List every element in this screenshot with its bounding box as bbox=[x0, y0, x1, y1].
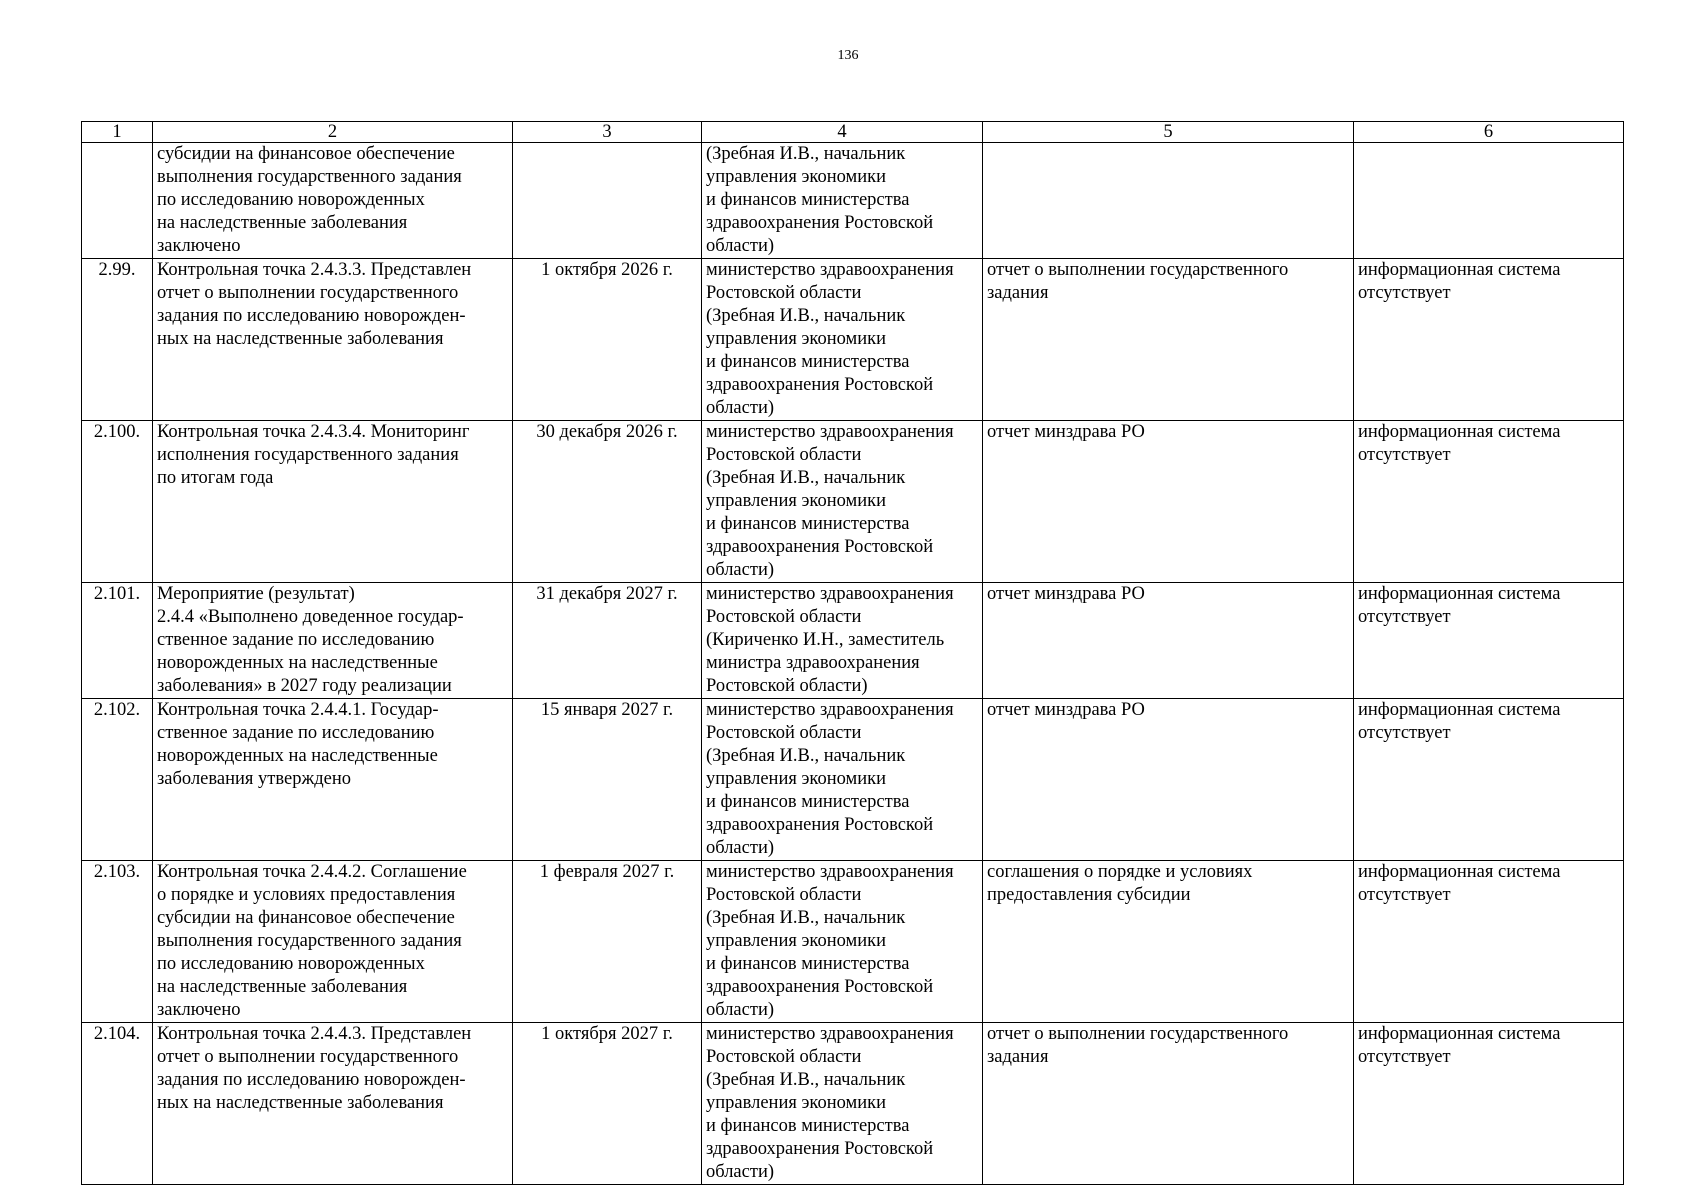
row-number-cell: 2.104. bbox=[82, 1023, 153, 1185]
document-cell: отчет минздрава РО bbox=[983, 421, 1354, 583]
deadline-cell: 15 января 2027 г. bbox=[513, 699, 702, 861]
responsible-cell: министерство здравоохранения Ростовской области (Зребная И.В., начальник управления экономики и финансов министерства здравоохранения Ростовской области) bbox=[702, 259, 983, 421]
responsible-cell: министерство здравоохранения Ростовской области (Зребная И.В., начальник управления экономики и финансов министерства здравоохранения Ростовской области) bbox=[702, 1023, 983, 1185]
event-name-cell: Контрольная точка 2.4.4.2. Соглашение о порядке и условиях предоставления субсидии на финансовое обеспечение выполнения государственного задания по исследованию новорожденных на наследственные заболевания заключено bbox=[153, 861, 513, 1023]
document-cell: отчет о выполнении государственного задания bbox=[983, 259, 1354, 421]
column-header: 2 bbox=[153, 122, 513, 143]
column-header: 3 bbox=[513, 122, 702, 143]
info-system-cell: информационная система отсутствует bbox=[1354, 1023, 1624, 1185]
responsible-cell: министерство здравоохранения Ростовской области (Зребная И.В., начальник управления экономики и финансов министерства здравоохранения Ростовской области) bbox=[702, 699, 983, 861]
deadline-cell: 1 октября 2027 г. bbox=[513, 1023, 702, 1185]
responsible-cell: министерство здравоохранения Ростовской области (Кириченко И.Н., заместитель министра здравоохранения Ростовской области) bbox=[702, 583, 983, 699]
table-row bbox=[82, 259, 1624, 421]
info-system-cell: информационная система отсутствует bbox=[1354, 259, 1624, 421]
row-number-cell: 2.101. bbox=[82, 583, 153, 699]
row-number-cell: 2.99. bbox=[82, 259, 153, 421]
info-system-cell: информационная система отсутствует bbox=[1354, 583, 1624, 699]
column-header: 1 bbox=[82, 122, 153, 143]
document-cell bbox=[983, 143, 1354, 259]
row-number-cell bbox=[82, 143, 153, 259]
event-name-cell: Мероприятие (результат) 2.4.4 «Выполнено доведенное государ- ственное задание по исследованию новорожденных на наследственные заболевания» в 2027 году реализации bbox=[153, 583, 513, 699]
event-name-cell: Контрольная точка 2.4.3.4. Мониторинг исполнения государственного задания по итогам года bbox=[153, 421, 513, 583]
deadline-cell: 30 декабря 2026 г. bbox=[513, 421, 702, 583]
info-system-cell bbox=[1354, 143, 1624, 259]
row-number-cell: 2.100. bbox=[82, 421, 153, 583]
column-header: 5 bbox=[983, 122, 1354, 143]
deadline-cell: 1 октября 2026 г. bbox=[513, 259, 702, 421]
row-number-cell: 2.103. bbox=[82, 861, 153, 1023]
responsible-cell: министерство здравоохранения Ростовской области (Зребная И.В., начальник управления экономики и финансов министерства здравоохранения Ростовской области) bbox=[702, 861, 983, 1023]
event-name-cell: Контрольная точка 2.4.3.3. Представлен отчет о выполнении государственного задания по исследованию новорожден- ных на наследственные заболевания bbox=[153, 259, 513, 421]
document-cell: отчет о выполнении государственного задания bbox=[983, 1023, 1354, 1185]
deadline-cell: 31 декабря 2027 г. bbox=[513, 583, 702, 699]
table-row bbox=[82, 583, 1624, 699]
document-cell: отчет минздрава РО bbox=[983, 699, 1354, 861]
page-number: 136 bbox=[837, 48, 859, 63]
document-cell: отчет минздрава РО bbox=[983, 583, 1354, 699]
row-number-cell: 2.102. bbox=[82, 699, 153, 861]
event-name-cell: Контрольная точка 2.4.4.1. Государ- ственное задание по исследованию новорожденных на наследственные заболевания утверждено bbox=[153, 699, 513, 861]
responsible-cell: (Зребная И.В., начальник управления экономики и финансов министерства здравоохранения Ростовской области) bbox=[702, 143, 983, 259]
column-number-row bbox=[82, 122, 1624, 143]
document-cell: соглашения о порядке и условиях предоставления субсидии bbox=[983, 861, 1354, 1023]
event-name-cell: Контрольная точка 2.4.4.3. Представлен отчет о выполнении государственного задания по исследованию новорожден- ных на наследственные заболевания bbox=[153, 1023, 513, 1185]
column-header: 6 bbox=[1354, 122, 1624, 143]
info-system-cell: информационная система отсутствует bbox=[1354, 421, 1624, 583]
info-system-cell: информационная система отсутствует bbox=[1354, 699, 1624, 861]
table-row bbox=[82, 143, 1624, 259]
table-row bbox=[82, 421, 1624, 583]
deadline-cell bbox=[513, 143, 702, 259]
plan-table bbox=[81, 121, 1624, 1185]
table-row bbox=[82, 1023, 1624, 1185]
deadline-cell: 1 февраля 2027 г. bbox=[513, 861, 702, 1023]
event-name-cell: субсидии на финансовое обеспечение выполнения государственного задания по исследованию новорожденных на наследственные заболевания заключено bbox=[153, 143, 513, 259]
table-row bbox=[82, 861, 1624, 1023]
table-row bbox=[82, 699, 1624, 861]
column-header: 4 bbox=[702, 122, 983, 143]
responsible-cell: министерство здравоохранения Ростовской области (Зребная И.В., начальник управления экономики и финансов министерства здравоохранения Ростовской области) bbox=[702, 421, 983, 583]
info-system-cell: информационная система отсутствует bbox=[1354, 861, 1624, 1023]
